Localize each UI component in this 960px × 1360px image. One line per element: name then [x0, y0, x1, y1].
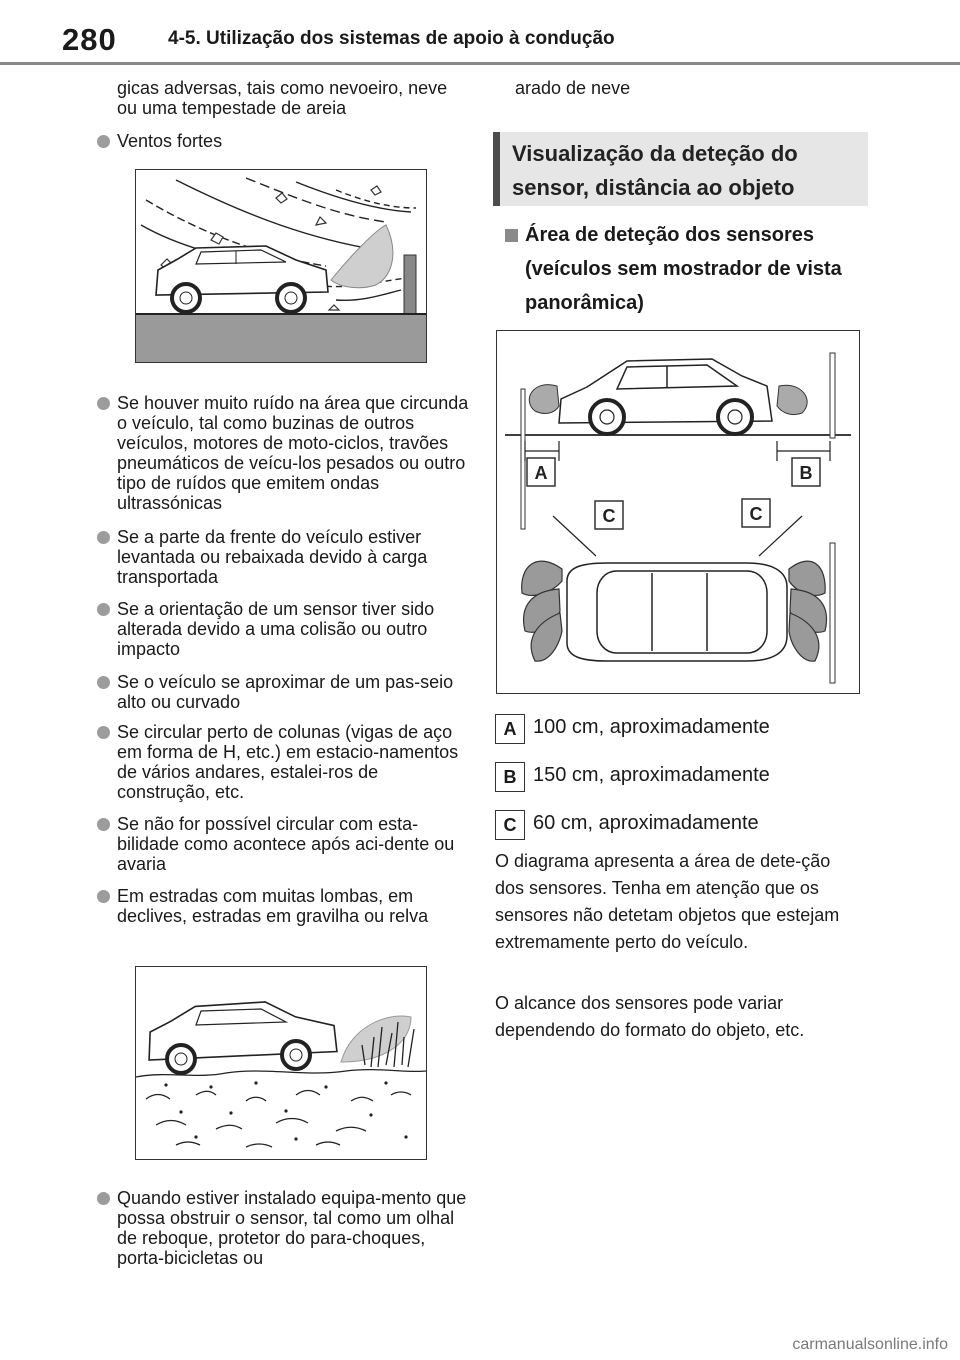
section-title: Visualização da deteção do sensor, distância ao objeto — [512, 141, 798, 200]
square-bullet-icon — [505, 229, 518, 242]
legend-b — [495, 762, 855, 792]
chapter-title: 4-5. Utilização dos sistemas de apoio à condução — [168, 28, 615, 49]
bullet-text: Se a parte da frente do veículo estiver levantada ou rebaixada devido à carga transportada — [117, 527, 428, 587]
page-number: 280 — [62, 22, 117, 57]
bullet-text: Se a orientação de um sensor tiver sido alterada devido a uma colisão ou outro impacto — [117, 599, 435, 659]
legend-text-a: 100 cm, aproximadamente — [533, 716, 770, 738]
bullet-text: Se circular perto de colunas (vigas de aço em forma de H, etc.) em estacio-namentos de vários andares, estalei-ros de construção, etc. — [117, 722, 459, 802]
bullet-icon — [97, 676, 110, 689]
bullet-icon — [97, 818, 110, 831]
sensor-range-drawing — [497, 331, 859, 693]
legend-badge-c: C — [495, 810, 525, 840]
wind-car-drawing — [136, 170, 426, 362]
sub-heading-text: Área de deteção dos sensores (veículos sem mostrador de vista panorâmica) — [525, 224, 842, 314]
rough-road-illustration — [135, 966, 427, 1160]
diagram-label-a: A — [534, 463, 548, 483]
legend-c — [495, 810, 855, 840]
sensor-range-diagram — [496, 330, 860, 694]
legend-badge-a: A — [495, 714, 525, 744]
legend-a — [495, 714, 855, 744]
section-heading-box — [493, 132, 868, 206]
diagram-label-b: B — [799, 463, 813, 483]
bullet-icon — [97, 397, 110, 410]
diagram-explanation: O diagrama apresenta a área de dete-ção dos sensores. Tenha em atenção que os sensores não detetam objetos que estejam extremamente perto do veículo. — [495, 851, 840, 952]
bullet-text: Quando estiver instalado equipa-mento que possa obstruir o sensor, tal como um olhal de reboque, protetor do para-choques, porta-bicicletas ou — [117, 1188, 467, 1268]
header-divider — [0, 62, 960, 65]
continued-text: gicas adversas, tais como nevoeiro, neve ou uma tempestade de areia — [117, 78, 448, 118]
wind-illustration — [135, 169, 427, 363]
bullet-text: Ventos fortes — [117, 131, 223, 151]
bullet-icon — [97, 726, 110, 739]
legend-text-b: 150 cm, aproximadamente — [533, 764, 770, 786]
bullet-text: Se não for possível circular com esta-bilidade como acontece após aci-dente ou avaria — [117, 814, 455, 874]
bullet-icon — [97, 1192, 110, 1205]
site-watermark: carmanualsonline.info — [792, 1336, 948, 1353]
bullet-icon — [97, 890, 110, 903]
legend-badge-b: B — [495, 762, 525, 792]
diagram-label-c-left: C — [602, 506, 616, 526]
range-note: O alcance dos sensores pode variar dependendo do formato do objeto, etc. — [495, 993, 805, 1040]
gravel-road-car-drawing — [136, 967, 426, 1159]
bullet-text: Se houver muito ruído na área que circunda o veículo, tal como buzinas de outros veículos, motores de moto-ciclos, travões pneumáticos de veícu-los pesados ou outro tipo de ruídos que emitem ondas ultrassónicas — [117, 393, 469, 513]
bullet-text: Em estradas com muitas lombas, em declives, estradas em gravilha ou relva — [117, 886, 429, 926]
page-header — [0, 0, 960, 66]
continued-text: arado de neve — [515, 78, 631, 98]
bullet-icon — [97, 531, 110, 544]
bullet-text: Se o veículo se aproximar de um pas-seio alto ou curvado — [117, 672, 454, 712]
legend-text-c: 60 cm, aproximadamente — [533, 812, 759, 834]
bullet-icon — [97, 135, 110, 148]
top-view-car — [567, 563, 787, 661]
bullet-icon — [97, 603, 110, 616]
diagram-label-c-right: C — [749, 504, 763, 524]
